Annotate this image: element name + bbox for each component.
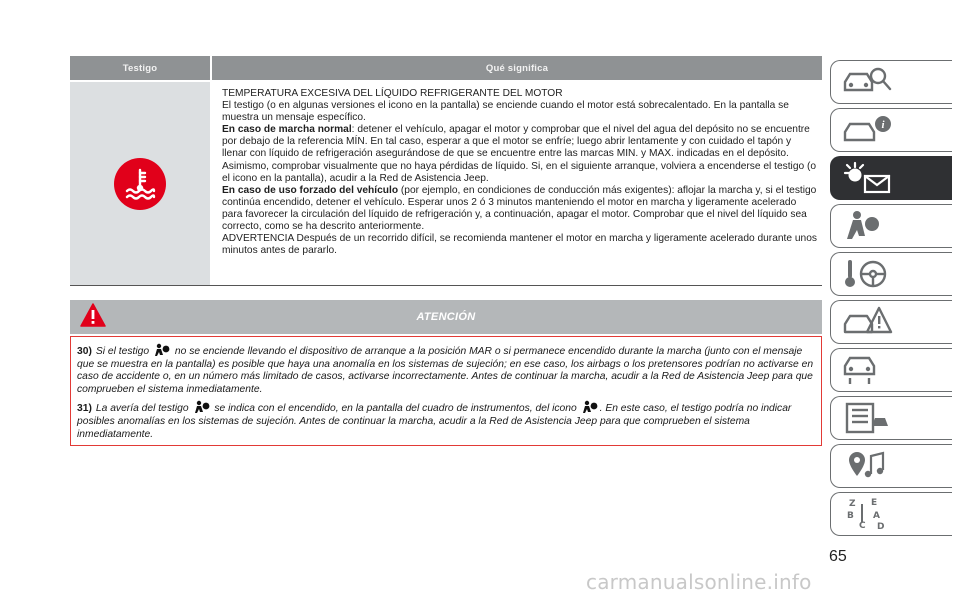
meaning-text [222,88,818,257]
description: El testigo (o en algunas versiones el icono en la pantalla) se enciende cuando el motor está sobrecalentado. En la pantalla se muestra un mensaje específico. [222,100,789,124]
testigo-icon-cell [70,82,210,285]
item31-text-c: . En este caso, el testigo podría no indicar posibles anomalías en los sistemas de sujeción. Antes de continuar la marcha, acudir a la Red de Asistencia Jeep para que comprueben el sistema inmediatamente. [77,403,792,440]
car-info-icon [841,112,893,148]
svg-text:Z: Z [849,499,856,509]
svg-text:D: D [877,522,885,532]
tab-emergency[interactable] [830,300,952,344]
item31-text-a: La avería del testigo [95,403,189,415]
tab-starting-driving[interactable] [830,252,952,296]
warning-header [70,300,822,334]
tab-index[interactable] [830,492,952,536]
airbag-icon [582,400,598,414]
warning-lights-message-icon [841,160,893,196]
tab-car-search[interactable] [830,60,952,104]
tab-technical-data[interactable] [830,396,952,440]
advertencia: ADVERTENCIA Después de un recorrido difícil, se recomienda mantener el motor en marcha y ligeramente acelerado durante unos minutos antes de pararlo. [222,233,817,257]
alphabetical-index-icon [841,496,893,532]
tab-safety[interactable] [830,204,952,248]
svg-text:C: C [859,521,866,531]
warning-title: ATENCIÓN [416,311,476,323]
item-number: 30) [77,346,92,357]
item30-text-a: Si el testigo [95,346,150,357]
airbag-icon [194,400,210,414]
table-row [70,82,822,286]
tab-multimedia[interactable] [830,444,952,488]
svg-text:B: B [847,511,854,521]
item-number: 31) [77,403,92,415]
item30-text-b: no se enciende llevando el dispositivo de arranque a la posición MAR o si permanece encendido durante la marcha (junto con el mensaje que se muestra en la pantalla) es posible que haya una anomalía en los sistemas de sujeción; en ese caso, los airbags o los pretensores podrían no activarse en caso de accidente o, en un número más limitado de casos, activarse incorrectamente. Antes de continuar la marcha, acudir a la Red de Asistencia Jeep para que comprueben el sistema inmediatamente. [77,346,814,395]
tab-car-info[interactable] [830,108,952,152]
car-service-tools-icon [841,352,893,388]
header-meaning: Qué significa [212,56,822,80]
media-navigation-icon [841,448,893,484]
warning-item-30 [77,343,815,396]
car-maintenance-checklist-icon [841,400,893,436]
tab-warning-lights[interactable] [830,156,952,200]
normal-paragraph [222,124,818,184]
watermark: carmanualsonline.info [586,570,812,594]
car-crash-warning-icon [841,304,893,340]
tab-maintenance[interactable] [830,348,952,392]
coolant-temperature-warning-icon [114,158,166,210]
page-number: 65 [829,548,847,565]
svg-text:E: E [871,498,878,508]
warning-triangle-icon [80,303,106,327]
item31-text-b: se indica con el encendido, en la pantalla del cuadro de instrumentos, del icono [214,403,577,415]
svg-text:i: i [881,119,885,131]
normal-label: En caso de marcha normal [222,124,352,136]
forced-text: (por ejemplo, en condiciones de conducción más exigentes): aflojar la marcha y, si el testigo continúa encendido, detener el vehículo. Esperar unos 2 ó 3 minutos manteniendo el motor en marcha y ligeramente acelerado para favorecer la circulación del líquido de refrigeración y, a continuación, apagar el motor. Comprobar que el nivel del líquido sea correcto, como se ha descrito anteriormente. [222,184,817,233]
warning-body [70,336,822,446]
airbag-safety-icon [841,208,893,244]
forced-paragraph [222,185,818,233]
normal-text: : detener el vehículo, apagar el motor y comprobar que el nivel del agua del depósito no se encuentre por debajo de la referencia MÍN. En tal caso, esperar a que el motor se enfríe; luego abrir lentamente y con cuidado el tapón y llenar con líquido de refrigeración asegurándose de que se encuentre entre las marcas MIN. y MAX. indicadas en el depósito. Asimismo, comprobar visualmente que no haya pérdidas de líquido. Si, en el siguiente arranque, volviera a encenderse el testigo (o el icono en la pantalla), acudir a la Red de Asistencia Jeep. [222,124,817,184]
svg-text:A: A [873,511,880,521]
car-search-icon [841,64,893,100]
header-testigo: Testigo [70,56,210,80]
title-line: TEMPERATURA EXCESIVA DEL LÍQUIDO REFRIGERANTE DEL MOTOR [222,88,563,99]
table-header [70,56,822,80]
warning-item-31 [77,400,815,441]
forced-label: En caso de uso forzado del vehículo [222,184,399,196]
steering-key-icon [841,256,893,292]
airbag-icon [154,343,170,357]
